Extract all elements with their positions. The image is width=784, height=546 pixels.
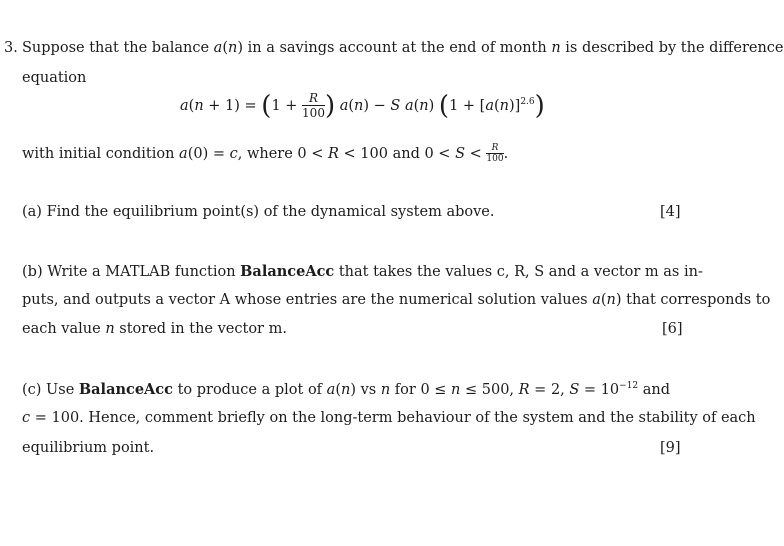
part-c-line-3: equilibrium point. [22, 440, 155, 456]
part-b-marks: [6] [662, 321, 683, 337]
initial-condition: with initial condition a(0) = c, where 0 < R < 100 and 0 < S < $\frac{R}{100}$ . [22, 143, 509, 164]
part-a-marks: [4] [660, 204, 681, 220]
part-c-line-2: c = 100. Hence, comment briefly on the long-term behaviour of the system and the stability of each [22, 410, 756, 426]
question-number: 3. [4, 40, 18, 56]
intro-line-1: Suppose that the balance a(n) in a savings account at the end of month n is described by the difference [22, 40, 784, 56]
intro-line-2: equation [22, 70, 87, 86]
part-b-line-3: each value n stored in the vector m. [22, 321, 287, 337]
difference-equation: a(n + 1) = (1 + $\frac{R}{100}$ ) a(n) − S a(n) $(1 + [a(n)]^{2.6})$ [180, 91, 545, 121]
part-b-line-2: puts, and outputs a vector A whose entries are the numerical solution values a(n) that corresponds to [22, 292, 771, 308]
part-c-marks: [9] [660, 440, 681, 456]
part-a-text: (a) Find the equilibrium point(s) of the dynamical system above. [22, 204, 495, 220]
part-c-line-1: (c) Use BalanceAcc to produce a plot of a(n) vs n for 0 ≤ n ≤ 500, R = 2, $S = 10^{-12}$ and [22, 381, 671, 398]
part-b-line-1: (b) Write a MATLAB function BalanceAcc that takes the values c, R, S and a vector m as in- [22, 263, 703, 280]
